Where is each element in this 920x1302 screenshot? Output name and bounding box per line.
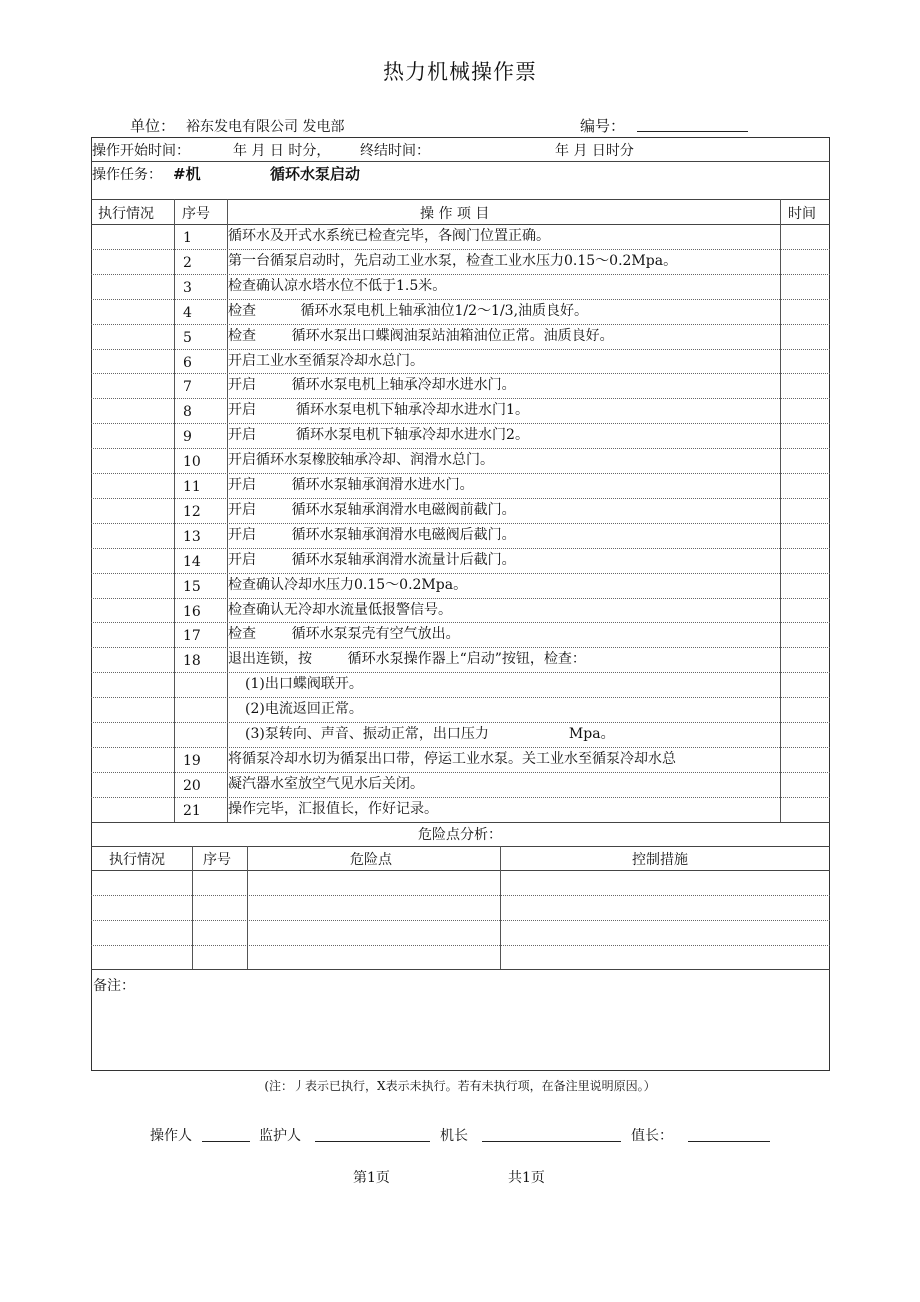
op-seq: 15 (183, 579, 201, 595)
op-time-cell[interactable] (781, 599, 828, 621)
footnote: (注：丿表示已执行，X表示未执行。若有未执行项，在备注里说明原因。） (264, 1079, 656, 1093)
row-divider (91, 398, 830, 399)
risk-table-cell[interactable] (92, 871, 191, 894)
row-divider (91, 523, 830, 524)
op-item-text: 开启 循环水泵轴承润滑水流量计后截门。 (228, 552, 516, 568)
divider (91, 846, 830, 847)
supervisor-label: 监护人 (259, 1128, 301, 1144)
op-item-text: 检查 循环水泵电机上轴承油位1/2～1/3,油质良好。 (228, 303, 589, 319)
row-divider (91, 349, 830, 350)
op-status-cell[interactable] (92, 225, 173, 248)
divider (91, 822, 830, 823)
operator-field[interactable] (202, 1141, 250, 1142)
start-time-fields[interactable]: 年 月 日 时分， (233, 143, 331, 159)
end-time-fields[interactable]: 年 月 日时分 (555, 143, 634, 159)
op-time-cell[interactable] (781, 748, 828, 771)
risk-table-cell[interactable] (501, 871, 828, 894)
row-divider (91, 598, 830, 599)
op-item-text: 将循泵冷却水切为循泵出口带，停运工业水泵。关工业水至循泵冷却水总 (228, 751, 676, 767)
op-seq: 19 (183, 753, 201, 769)
ops-header-time: 时间 (788, 206, 816, 222)
op-time-cell[interactable] (781, 449, 828, 472)
unit-label: 单位： (130, 117, 176, 135)
op-status-cell[interactable] (92, 250, 173, 273)
risk-table-cell[interactable] (501, 921, 828, 944)
shift-leader-field[interactable] (688, 1141, 770, 1142)
op-item-text: 开启 循环水泵轴承润滑水电磁阀后截门。 (228, 527, 516, 543)
op-time-cell[interactable] (781, 300, 828, 323)
op-seq: 4 (183, 305, 192, 321)
risk-header-seq: 序号 (203, 852, 231, 868)
remarks-field[interactable] (92, 996, 828, 1068)
row-divider (91, 423, 830, 424)
op-time-cell[interactable] (781, 648, 828, 671)
form-title: 热力机械操作票 (383, 60, 537, 84)
op-item-text: 检查确认冷却水压力0.15～0.2Mpa。 (228, 577, 468, 593)
op-time-cell[interactable] (781, 250, 828, 273)
row-divider (91, 722, 830, 723)
op-seq: 20 (183, 778, 201, 794)
op-status-cell[interactable] (92, 524, 173, 547)
op-item-text: 检查 循环水泵出口蝶阀油泵站油箱油位正常。油质良好。 (228, 328, 614, 344)
op-status-cell[interactable] (92, 723, 173, 746)
divider (91, 224, 830, 225)
op-item-text: 循环水及开式水系统已检查完毕，各阀门位置正确。 (228, 228, 550, 244)
op-item-text: (1)出口蝶阀联开。 (245, 676, 363, 692)
op-time-cell[interactable] (781, 798, 828, 821)
op-seq: 6 (183, 355, 192, 371)
op-status-cell[interactable] (92, 623, 173, 646)
op-status-cell[interactable] (92, 399, 173, 422)
ops-header-seq: 序号 (182, 206, 210, 222)
page-current: 第1页 (353, 1170, 390, 1186)
op-seq: 2 (183, 255, 192, 271)
op-status-cell[interactable] (92, 374, 173, 397)
divider (91, 969, 830, 970)
row-divider (91, 672, 830, 673)
code-label: 编号： (580, 117, 626, 135)
op-seq: 13 (183, 529, 201, 545)
code-field[interactable] (637, 131, 748, 132)
op-time-cell[interactable] (781, 549, 828, 572)
op-time-cell[interactable] (781, 225, 828, 248)
op-status-cell[interactable] (92, 474, 173, 497)
op-status-cell[interactable] (92, 673, 173, 696)
risk-table-cell[interactable] (501, 896, 828, 919)
op-item-text: 开启循环水泵橡胶轴承冷却、润滑水总门。 (228, 452, 494, 468)
risk-table-cell[interactable] (92, 921, 191, 944)
row-divider (91, 498, 830, 499)
op-seq: 8 (183, 404, 192, 420)
risk-table-cell[interactable] (501, 946, 828, 968)
risk-table-cell[interactable] (248, 946, 499, 968)
risk-table-cell[interactable] (248, 921, 499, 944)
captain-field[interactable] (482, 1141, 621, 1142)
ops-header-item: 操 作 项 目 (420, 206, 490, 222)
op-seq: 12 (183, 504, 201, 520)
op-status-cell[interactable] (92, 549, 173, 572)
op-seq: 18 (183, 653, 201, 669)
risk-table-cell[interactable] (248, 896, 499, 919)
row-divider (91, 797, 830, 798)
risk-table-cell[interactable] (248, 871, 499, 894)
risk-table-cell[interactable] (193, 871, 246, 894)
risk-header-measure: 控制措施 (632, 852, 688, 868)
remarks-label: 备注： (93, 978, 135, 994)
op-status-cell[interactable] (92, 275, 173, 298)
row-divider (91, 274, 830, 275)
op-status-cell[interactable] (92, 449, 173, 472)
page-total: 共1页 (508, 1170, 545, 1186)
divider (91, 199, 830, 200)
risk-table-cell[interactable] (92, 946, 191, 968)
row-divider (91, 249, 830, 250)
row-divider (91, 373, 830, 374)
row-divider (91, 647, 830, 648)
row-divider (91, 473, 830, 474)
op-status-cell[interactable] (92, 574, 173, 597)
op-time-cell[interactable] (781, 275, 828, 298)
op-item-text: (3)泵转向、声音、振动正常，出口压力 Mpa。 (245, 726, 615, 742)
task-unit: #机 (173, 165, 201, 183)
risk-table-cell[interactable] (193, 896, 246, 919)
op-time-cell[interactable] (781, 325, 828, 348)
op-time-cell[interactable] (781, 424, 828, 447)
column-divider (174, 199, 175, 822)
op-time-cell[interactable] (781, 574, 828, 597)
op-time-cell[interactable] (781, 623, 828, 646)
op-seq: 11 (183, 479, 201, 495)
op-status-cell[interactable] (92, 325, 173, 348)
op-item-text: 退出连锁，按 循环水泵操作器上“启动”按钮，检查： (228, 651, 586, 667)
risk-header-status: 执行情况 (109, 852, 165, 868)
op-seq: 14 (183, 554, 201, 570)
op-status-cell[interactable] (92, 648, 173, 671)
op-time-cell[interactable] (781, 350, 828, 372)
row-divider (91, 622, 830, 623)
risk-table-cell[interactable] (92, 896, 191, 919)
row-divider (91, 299, 830, 300)
op-time-cell[interactable] (781, 698, 828, 721)
op-item-text: 开启 循环水泵轴承润滑水电磁阀前截门。 (228, 502, 516, 518)
risk-header-point: 危险点 (350, 852, 392, 868)
op-item-text: 检查 循环水泵泵壳有空气放出。 (228, 626, 460, 642)
op-time-cell[interactable] (781, 524, 828, 547)
risk-title: 危险点分析： (418, 827, 502, 843)
row-divider (91, 772, 830, 773)
row-divider (91, 747, 830, 748)
op-status-cell[interactable] (92, 424, 173, 447)
ops-header-status: 执行情况 (98, 206, 154, 222)
op-seq: 3 (183, 280, 192, 296)
op-time-cell[interactable] (781, 723, 828, 746)
op-time-cell[interactable] (781, 399, 828, 422)
op-time-cell[interactable] (781, 773, 828, 796)
op-status-cell[interactable] (92, 350, 173, 372)
op-item-text: 第一台循泵启动时，先启动工业水泵，检查工业水压力0.15～0.2Mpa。 (228, 253, 678, 269)
op-status-cell[interactable] (92, 798, 173, 821)
divider (91, 161, 830, 162)
op-time-cell[interactable] (781, 499, 828, 522)
task-label: 操作任务： (92, 167, 162, 183)
op-time-cell[interactable] (781, 474, 828, 497)
op-status-cell[interactable] (92, 773, 173, 796)
op-seq: 10 (183, 454, 201, 470)
op-time-cell[interactable] (781, 374, 828, 397)
op-seq: 1 (183, 230, 192, 246)
row-divider (91, 573, 830, 574)
op-seq: 5 (183, 330, 192, 346)
operator-label: 操作人 (150, 1128, 192, 1144)
op-time-cell[interactable] (781, 673, 828, 696)
op-status-cell[interactable] (92, 499, 173, 522)
op-item-text: 开启 循环水泵电机上轴承冷却水进水门。 (228, 377, 516, 393)
op-status-cell[interactable] (92, 748, 173, 771)
supervisor-field[interactable] (315, 1141, 430, 1142)
op-status-cell[interactable] (92, 698, 173, 721)
unit-value: 裕东发电有限公司 发电部 (186, 119, 345, 135)
op-seq: 16 (183, 604, 201, 620)
op-seq: 17 (183, 628, 201, 644)
row-divider (91, 548, 830, 549)
risk-table-cell[interactable] (193, 946, 246, 968)
op-item-text: 开启 循环水泵电机下轴承冷却水进水门2。 (228, 427, 529, 443)
op-seq: 21 (183, 803, 201, 819)
task-name: 循环水泵启动 (270, 165, 361, 183)
op-item-text: 开启工业水至循泵冷却水总门。 (228, 353, 424, 369)
row-divider (91, 324, 830, 325)
op-item-text: 操作完毕，汇报值长，作好记录。 (228, 801, 438, 817)
captain-label: 机长 (440, 1128, 468, 1144)
op-item-text: 开启 循环水泵电机下轴承冷却水进水门1。 (228, 402, 529, 418)
op-item-text: 检查确认凉水塔水位不低于1.5米。 (228, 278, 447, 294)
op-item-text: 开启 循环水泵轴承润滑水进水门。 (228, 477, 474, 493)
end-time-label: 终结时间： (360, 143, 430, 159)
op-seq: 7 (183, 379, 192, 395)
start-time-label: 操作开始时间： (92, 143, 190, 159)
row-divider (91, 448, 830, 449)
op-status-cell[interactable] (92, 599, 173, 621)
op-seq: 9 (183, 429, 192, 445)
op-item-text: 检查确认无冷却水流量低报警信号。 (228, 602, 452, 618)
row-divider (91, 697, 830, 698)
op-item-text: 凝汽器水室放空气见水后关闭。 (228, 776, 424, 792)
op-item-text: (2)电流返回正常。 (245, 701, 363, 717)
op-status-cell[interactable] (92, 300, 173, 323)
risk-table-cell[interactable] (193, 921, 246, 944)
shift-leader-label: 值长： (631, 1128, 673, 1144)
